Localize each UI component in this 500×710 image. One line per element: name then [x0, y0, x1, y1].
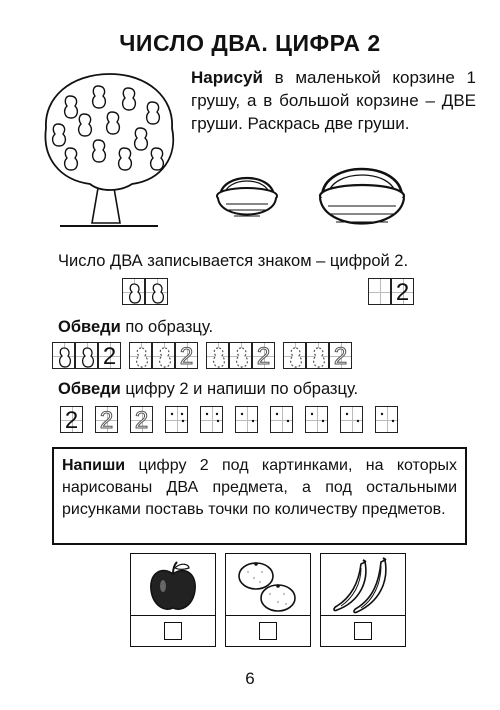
number-two-text: Число ДВА записывается знаком – цифрой 2. [58, 252, 409, 270]
page-number: 6 [245, 669, 255, 688]
pear-cell [145, 278, 168, 305]
digit-cell: 2 [391, 278, 414, 305]
apple-card [130, 553, 216, 647]
two-pears-sample [122, 278, 168, 305]
page-title: ЧИСЛО ДВА. ЦИФРА 2 [119, 30, 381, 56]
apple-icon [143, 560, 203, 616]
write-digit-instruction-box: Напиши цифру 2 под картинками, на которых нарисованы ДВА предмета, а под остальными рисунками поставь точки по количеству предметов. [52, 447, 467, 545]
banana-icon [329, 556, 399, 616]
digit-cell [368, 278, 391, 305]
digit-two-sample [368, 278, 414, 305]
trace-pears-row[interactable]: 2 2 2 2 [52, 342, 352, 369]
tangerines-card [225, 553, 311, 647]
big-basket-icon [314, 158, 410, 238]
answer-box[interactable] [259, 622, 277, 640]
trace-pears-label: Обведи по образцу. [58, 318, 214, 336]
answer-box[interactable] [164, 622, 182, 640]
small-basket-icon [212, 168, 282, 226]
task-draw-pears: Нарисуй в маленькой корзине 1 грушу, а в большой корзине – ДВЕ груши. Раскрась две груши. [191, 68, 476, 133]
trace-digit-label: Обведи цифру 2 и напиши по образцу. [58, 380, 359, 398]
pear-tree-icon [40, 68, 178, 228]
pear-cell [122, 278, 145, 305]
answer-box[interactable] [354, 622, 372, 640]
trace-digit-row[interactable]: 2 2 2 [60, 406, 398, 433]
tangerine-icon [232, 558, 304, 616]
bananas-card [320, 553, 406, 647]
